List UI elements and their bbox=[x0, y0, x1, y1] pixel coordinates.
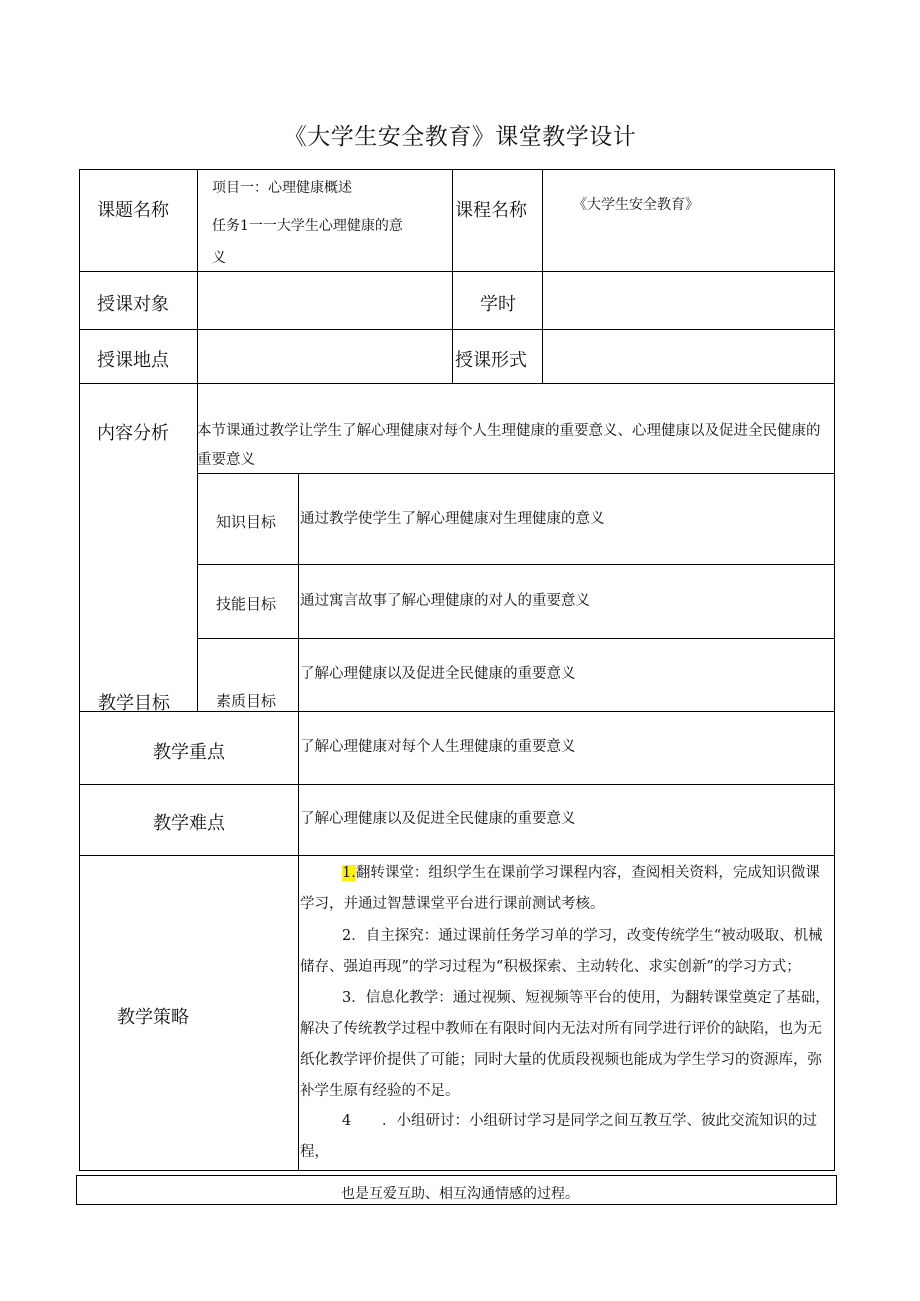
strategy-p3-line3: 纸化教学评价提供了可能；同时大量的优质段视频也能成为学生学习的资源库，弥 bbox=[300, 1052, 822, 1068]
knowledge-goal-text: 通过教学使学生了解心理健康对生理健康的意义 bbox=[300, 511, 605, 527]
strategy-p4-line1: ．小组研讨：小组研讨学习是同学之间互教互学、彼此交流知识的过 bbox=[382, 1113, 817, 1129]
form-label: 授课形式 bbox=[455, 350, 527, 371]
strategy-p1-line2: 学习，并通过智慧课堂平台进行课前测试考核。 bbox=[300, 896, 605, 912]
strategy-p3-line1: 3．信息化教学：通过视频、短视频等平台的使用，为翻转课堂奠定了基础， bbox=[342, 990, 830, 1006]
strategy-label: 教学策略 bbox=[117, 1007, 189, 1028]
skill-goal-label: 技能目标 bbox=[216, 595, 277, 613]
content-analysis-line1: 本节课通过教学让学生了解心理健康对每个人生理健康的重要意义、心理健康以及促进全民健康的 bbox=[197, 423, 821, 439]
topic-label: 课题名称 bbox=[97, 200, 169, 221]
content-analysis-line2: 重要意义 bbox=[197, 452, 255, 468]
skill-goal-text: 通过寓言故事了解心理健康的对人的重要意义 bbox=[300, 593, 590, 609]
strategy-p2-line2: 储存、强迫再现”的学习过程为“积极探索、主动转化、求实创新”的学习方式； bbox=[300, 959, 801, 975]
course-label: 课程名称 bbox=[455, 200, 527, 221]
strategy-p3-line4: 补学生原有经验的不足。 bbox=[300, 1083, 460, 1099]
difficulty-text: 了解心理健康以及促进全民健康的重要意义 bbox=[300, 811, 576, 827]
topic-project: 项目一：心理健康概述 bbox=[212, 180, 352, 196]
quality-goal-text: 了解心理健康以及促进全民健康的重要意义 bbox=[300, 666, 576, 682]
page-title: 《大学生安全教育》课堂教学设计 bbox=[283, 124, 637, 150]
content-analysis-label: 内容分析 bbox=[97, 423, 169, 444]
place-label: 授课地点 bbox=[97, 350, 169, 371]
strategy-p4-line2: 程， bbox=[300, 1144, 329, 1160]
difficulty-label: 教学难点 bbox=[153, 813, 225, 834]
key-point-text: 了解心理健康对每个人生理健康的重要意义 bbox=[300, 739, 576, 755]
audience-label: 授课对象 bbox=[97, 294, 169, 315]
course-value: 《大学生安全教育》 bbox=[573, 197, 699, 213]
strategy-p1-line1: 1.翻转课堂：组织学生在课前学习课程内容，查阅相关资料，完成知识微课 bbox=[342, 865, 820, 881]
highlight-marker: 1. bbox=[342, 865, 356, 881]
quality-goal-label: 素质目标 bbox=[216, 692, 277, 710]
teaching-goals-label: 教学目标 bbox=[98, 693, 170, 714]
topic-task-cont: 义 bbox=[212, 250, 226, 266]
topic-task: 任务1一一大学生心理健康的意 bbox=[212, 218, 403, 234]
continuation-text: 也是互爱互助、相互沟通情感的过程。 bbox=[341, 1186, 579, 1202]
strategy-p3-line2: 解决了传统教学过程中教师在有限时间内无法对所有同学进行评价的缺陷，也为无 bbox=[300, 1021, 822, 1037]
knowledge-goal-label: 知识目标 bbox=[216, 513, 277, 531]
strategy-p2-line1: 2．自主探究：通过课前任务学习单的学习，改变传统学生“被动吸取、机械 bbox=[342, 928, 823, 944]
strategy-p4-num: 4 bbox=[342, 1113, 352, 1129]
hours-label: 学时 bbox=[480, 294, 516, 315]
key-point-label: 教学重点 bbox=[153, 742, 225, 763]
